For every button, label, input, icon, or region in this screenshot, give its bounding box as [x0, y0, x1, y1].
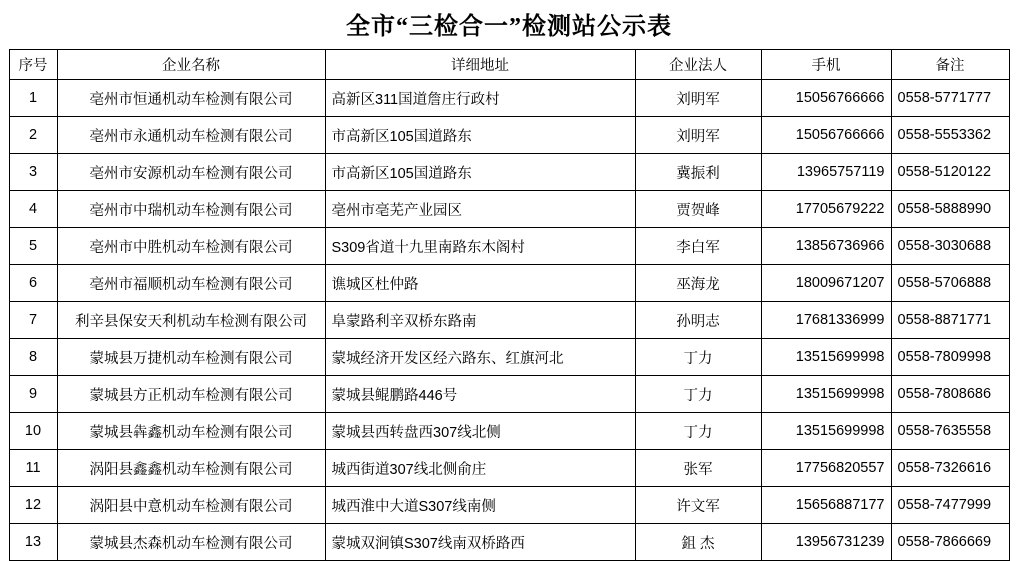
cell-note: 0558-8871771 [891, 302, 1009, 339]
cell-address: 高新区311国道詹庄行政村 [325, 80, 635, 117]
cell-note: 0558-7809998 [891, 339, 1009, 376]
table-row [9, 302, 1009, 339]
cell-index: 11 [9, 450, 57, 487]
cell-phone: 13856736966 [761, 228, 891, 265]
cell-company-name: 亳州市中瑞机动车检测有限公司 [57, 191, 325, 228]
cell-legal-person: 孙明志 [635, 302, 761, 339]
table-row [9, 265, 1009, 302]
cell-phone: 15056766666 [761, 80, 891, 117]
cell-address: 蒙城经济开发区经六路东、红旗河北 [325, 339, 635, 376]
cell-index: 6 [9, 265, 57, 302]
cell-phone: 18009671207 [761, 265, 891, 302]
cell-company-name: 蒙城县犇鑫机动车检测有限公司 [57, 413, 325, 450]
page-title: 全市“三检合一”检测站公示表 [346, 14, 672, 40]
table-body [9, 80, 1009, 561]
table-header-row [9, 50, 1009, 80]
column-header-note: 备注 [891, 50, 1009, 80]
cell-legal-person: 冀振利 [635, 154, 761, 191]
table-row [9, 154, 1009, 191]
column-header-company-name: 企业名称 [57, 50, 325, 80]
table-row [9, 450, 1009, 487]
cell-note: 0558-5771777 [891, 80, 1009, 117]
cell-address: 市高新区105国道路东 [325, 154, 635, 191]
cell-phone: 15656887177 [761, 487, 891, 524]
cell-note: 0558-7477999 [891, 487, 1009, 524]
cell-note: 0558-7866669 [891, 524, 1009, 561]
cell-address: 蒙城双涧镇S307线南双桥路西 [325, 524, 635, 561]
cell-phone: 13515699998 [761, 413, 891, 450]
cell-note: 0558-7635558 [891, 413, 1009, 450]
cell-address: 阜蒙路利辛双桥东路南 [325, 302, 635, 339]
table-header [9, 50, 1009, 80]
cell-index: 8 [9, 339, 57, 376]
cell-index: 4 [9, 191, 57, 228]
cell-company-name: 蒙城县万捷机动车检测有限公司 [57, 339, 325, 376]
cell-company-name: 亳州市安源机动车检测有限公司 [57, 154, 325, 191]
cell-legal-person: 刘明军 [635, 80, 761, 117]
table-row [9, 487, 1009, 524]
cell-address: 市高新区105国道路东 [325, 117, 635, 154]
cell-legal-person: 张军 [635, 450, 761, 487]
cell-address: 亳州市亳芜产业园区 [325, 191, 635, 228]
cell-legal-person: 巫海龙 [635, 265, 761, 302]
cell-legal-person: 鉏 杰 [635, 524, 761, 561]
cell-phone: 17705679222 [761, 191, 891, 228]
cell-index: 5 [9, 228, 57, 265]
column-header-phone: 手机 [761, 50, 891, 80]
cell-legal-person: 刘明军 [635, 117, 761, 154]
cell-phone: 17681336999 [761, 302, 891, 339]
cell-phone: 15056766666 [761, 117, 891, 154]
cell-legal-person: 丁力 [635, 376, 761, 413]
cell-company-name: 蒙城县杰森机动车检测有限公司 [57, 524, 325, 561]
cell-company-name: 利辛县保安天利机动车检测有限公司 [57, 302, 325, 339]
cell-address: 蒙城县西转盘西307线北侧 [325, 413, 635, 450]
cell-phone: 17756820557 [761, 450, 891, 487]
cell-index: 3 [9, 154, 57, 191]
cell-index: 9 [9, 376, 57, 413]
cell-address: 城西街道307线北侧俞庄 [325, 450, 635, 487]
cell-index: 1 [9, 80, 57, 117]
cell-company-name: 蒙城县方正机动车检测有限公司 [57, 376, 325, 413]
cell-note: 0558-5888990 [891, 191, 1009, 228]
cell-company-name: 亳州市永通机动车检测有限公司 [57, 117, 325, 154]
cell-legal-person: 许文军 [635, 487, 761, 524]
cell-index: 7 [9, 302, 57, 339]
cell-phone: 13965757119 [761, 154, 891, 191]
table-row [9, 376, 1009, 413]
inspection-stations-table [9, 49, 1010, 561]
cell-phone: 13956731239 [761, 524, 891, 561]
cell-note: 0558-7326616 [891, 450, 1009, 487]
column-header-index: 序号 [9, 50, 57, 80]
cell-address: 蒙城县鲲鹏路446号 [325, 376, 635, 413]
cell-address: 谯城区杜仲路 [325, 265, 635, 302]
cell-company-name: 亳州市福顺机动车检测有限公司 [57, 265, 325, 302]
cell-phone: 13515699998 [761, 376, 891, 413]
cell-company-name: 涡阳县鑫鑫机动车检测有限公司 [57, 450, 325, 487]
cell-phone: 13515699998 [761, 339, 891, 376]
cell-note: 0558-7808686 [891, 376, 1009, 413]
cell-note: 0558-5553362 [891, 117, 1009, 154]
cell-company-name: 亳州市恒通机动车检测有限公司 [57, 80, 325, 117]
cell-index: 2 [9, 117, 57, 154]
table-row [9, 80, 1009, 117]
cell-address: 城西淮中大道S307线南侧 [325, 487, 635, 524]
cell-legal-person: 贾贺峰 [635, 191, 761, 228]
cell-index: 12 [9, 487, 57, 524]
cell-company-name: 亳州市中胜机动车检测有限公司 [57, 228, 325, 265]
table-row [9, 228, 1009, 265]
cell-legal-person: 李白军 [635, 228, 761, 265]
cell-company-name: 涡阳县中意机动车检测有限公司 [57, 487, 325, 524]
table-row [9, 339, 1009, 376]
cell-index: 10 [9, 413, 57, 450]
column-header-address: 详细地址 [325, 50, 635, 80]
cell-note: 0558-3030688 [891, 228, 1009, 265]
table-row [9, 117, 1009, 154]
cell-index: 13 [9, 524, 57, 561]
cell-address: S309省道十九里南路东木阁村 [325, 228, 635, 265]
cell-note: 0558-5706888 [891, 265, 1009, 302]
cell-note: 0558-5120122 [891, 154, 1009, 191]
column-header-legal-person: 企业法人 [635, 50, 761, 80]
cell-legal-person: 丁力 [635, 339, 761, 376]
table-row [9, 413, 1009, 450]
table-row [9, 191, 1009, 228]
cell-legal-person: 丁力 [635, 413, 761, 450]
